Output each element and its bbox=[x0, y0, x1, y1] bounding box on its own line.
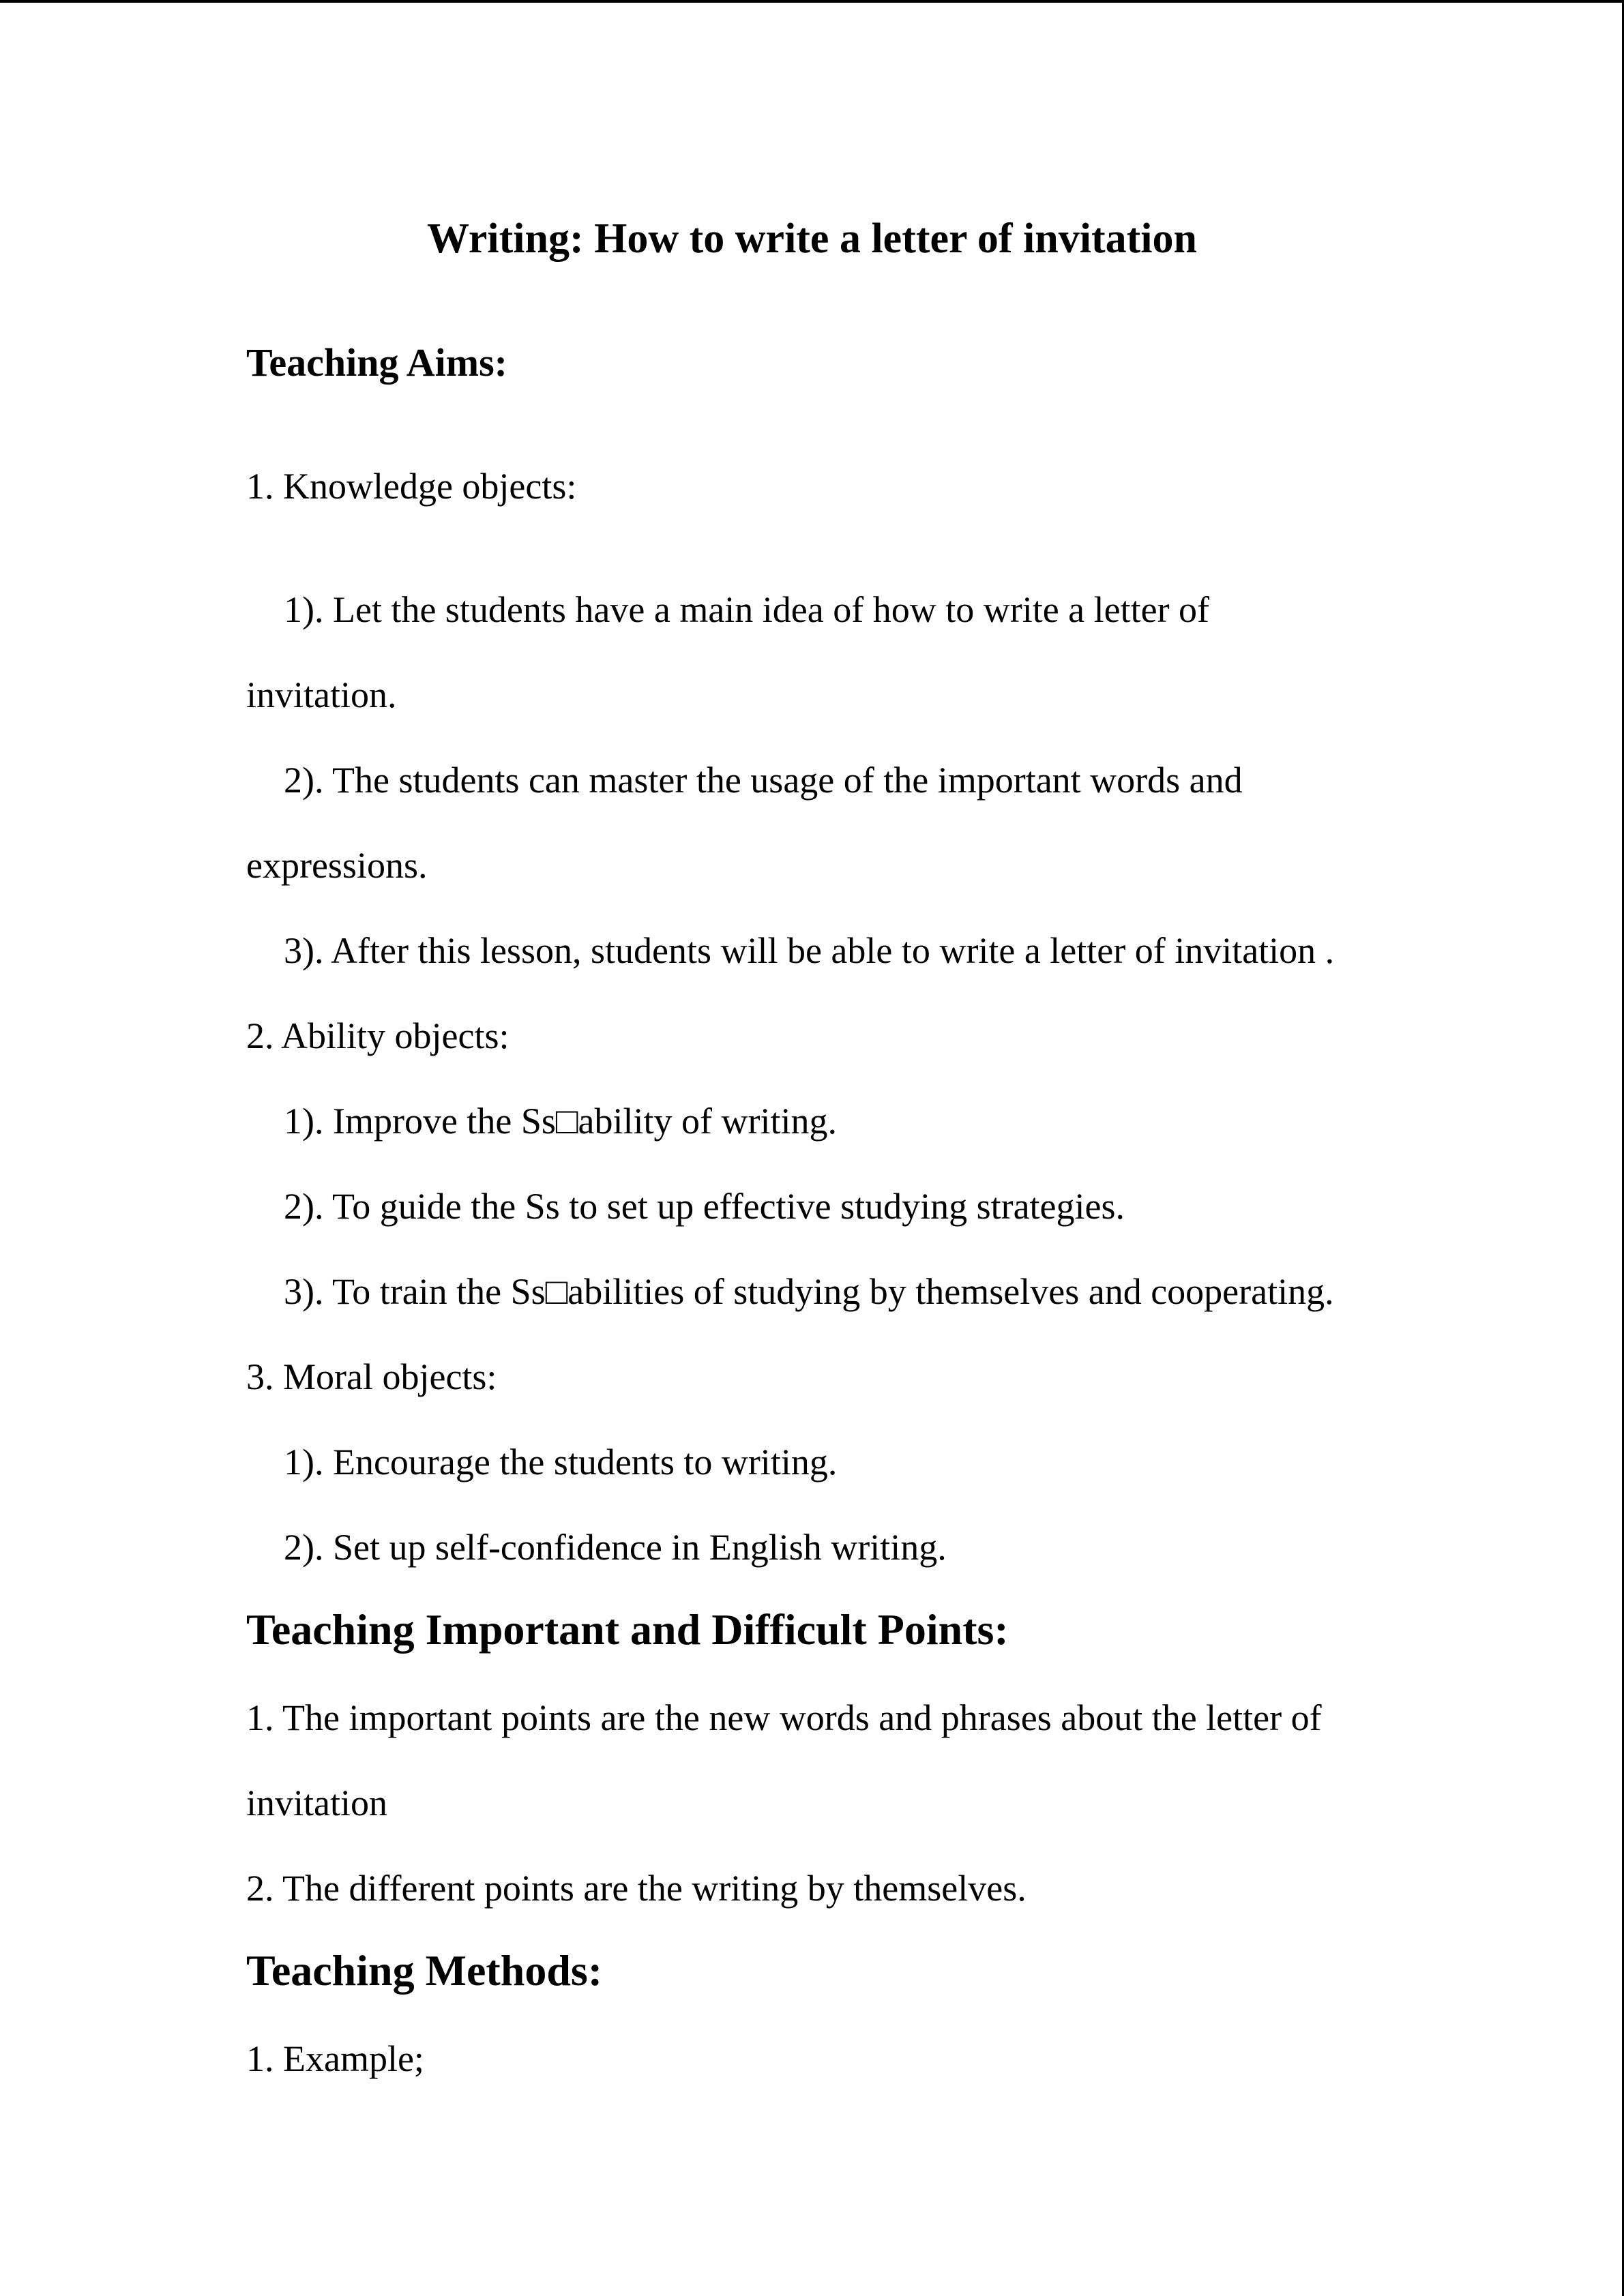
methods-item-1: 1. Example; bbox=[246, 2038, 424, 2079]
knowledge-item-1-line-2: invitation. bbox=[246, 674, 397, 715]
knowledge-item-2-line-2: expressions. bbox=[246, 845, 428, 886]
subheading-knowledge-objects: 1. Knowledge objects: bbox=[246, 466, 577, 507]
ability-item-3: 3). To train the Ss□abilities of studying by themselves and cooperating. bbox=[284, 1271, 1334, 1312]
section-heading-teaching-aims: Teaching Aims: bbox=[246, 340, 507, 385]
points-item-1-line-1: 1. The important points are the new words and phrases about the letter of bbox=[246, 1697, 1322, 1738]
moral-item-2: 2). Set up self-confidence in English writing. bbox=[284, 1527, 947, 1568]
moral-item-1: 1). Encourage the students to writing. bbox=[284, 1442, 838, 1482]
section-heading-important-difficult-points: Teaching Important and Difficult Points: bbox=[246, 1605, 1009, 1654]
points-item-1-line-2: invitation bbox=[246, 1783, 387, 1823]
subheading-ability-objects: 2. Ability objects: bbox=[246, 1015, 510, 1056]
subheading-moral-objects: 3. Moral objects: bbox=[246, 1356, 497, 1397]
ability-item-1: 1). Improve the Ss□ability of writing. bbox=[284, 1101, 838, 1142]
points-item-2: 2. The different points are the writing by themselves. bbox=[246, 1868, 1027, 1909]
section-heading-teaching-methods: Teaching Methods: bbox=[246, 1946, 603, 1995]
knowledge-item-2-line-1: 2). The students can master the usage of the important words and bbox=[284, 760, 1243, 801]
knowledge-item-3: 3). After this lesson, students will be able to write a letter of invitation . bbox=[284, 930, 1335, 971]
document-title: Writing: How to write a letter of invitation bbox=[427, 215, 1197, 262]
page-border-top bbox=[0, 0, 1624, 3]
ability-item-2: 2). To guide the Ss to set up effective studying strategies. bbox=[284, 1186, 1125, 1227]
knowledge-item-1-line-1: 1). Let the students have a main idea of how to write a letter of bbox=[284, 589, 1210, 630]
